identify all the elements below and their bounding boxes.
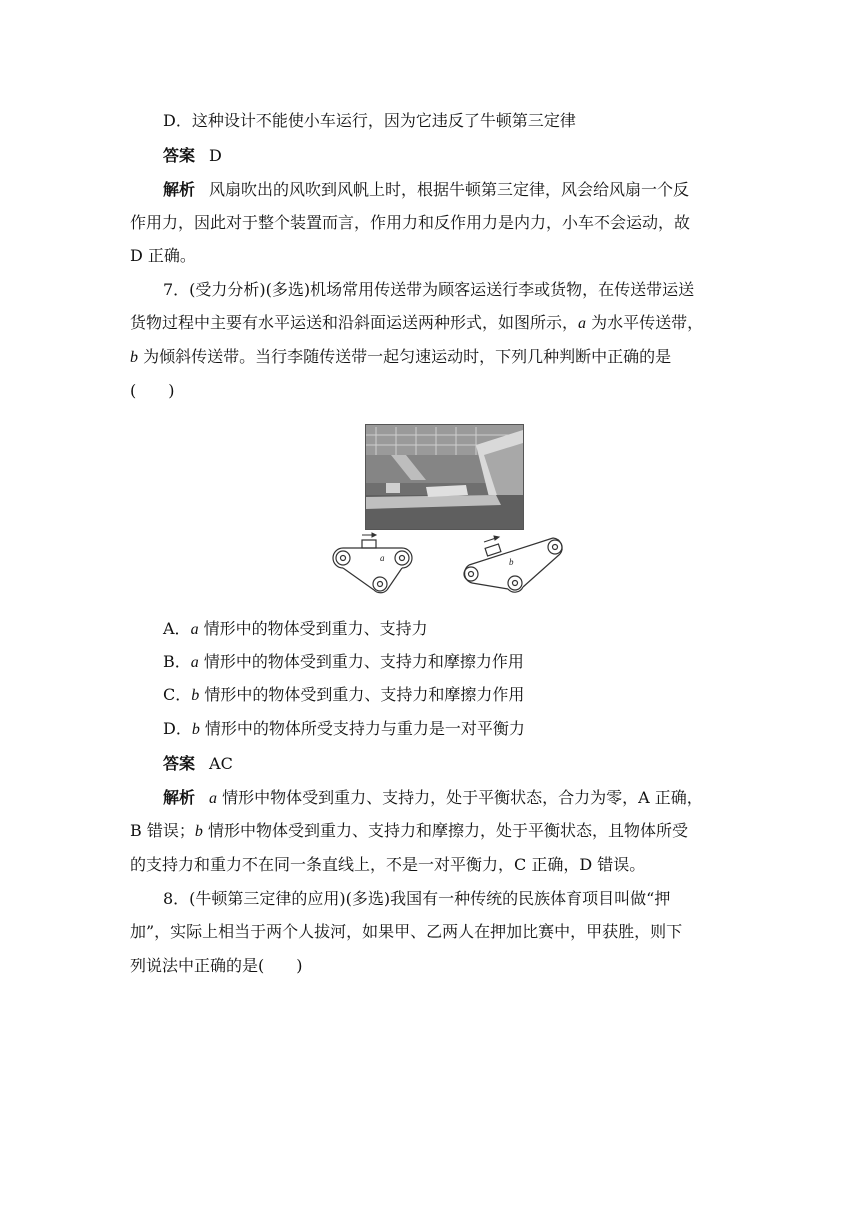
q7-answer-bracket: ( ) bbox=[130, 381, 175, 400]
q7-stem-line-2: 货物过程中主要有水平运送和沿斜面运送两种形式，如图所示，a 为水平传送带， bbox=[130, 313, 704, 332]
q6-answer bbox=[163, 146, 763, 166]
q7-stem-line-3: b 为倾斜传送带。当行李随传送带一起匀速运动时，下列几种判断中正确的是 bbox=[130, 347, 672, 366]
velocity-arrow-a bbox=[362, 533, 376, 537]
q7-option-c: C．b 情形中的物体受到重力、支持力和摩擦力作用 bbox=[163, 685, 525, 704]
answer-value: AC bbox=[209, 754, 233, 773]
velocity-arrow-b bbox=[484, 536, 499, 542]
q6-analysis-line-1: 解析 风扇吹出的风吹到风帆上时，根据牛顿第三定律，风会给风扇一个反 bbox=[163, 180, 690, 199]
horizontal-belt-a bbox=[333, 540, 412, 593]
conveyor-photo bbox=[365, 424, 524, 530]
label-b: b bbox=[509, 557, 514, 567]
q7-stem-line-1: 7．(受力分析)(多选)机场常用传送带为顾客运送行李或货物，在传送带运送 bbox=[163, 280, 695, 299]
analysis-label: 解析 bbox=[163, 788, 196, 807]
q7-analysis-line-2: B 错误；b 情形中物体受到重力、支持力和摩擦力，处于平衡状态，且物体所受 bbox=[130, 821, 688, 840]
q6-analysis-line-3: D 正确。 bbox=[130, 246, 196, 265]
q7-analysis-line-1: 解析 a 情形中物体受到重力、支持力，处于平衡状态，合力为零，A 正确， bbox=[163, 788, 703, 807]
conveyor-diagram bbox=[328, 532, 568, 598]
q6-option-d: D．这种设计不能使小车运行，因为它违反了牛顿第三定律 bbox=[163, 111, 576, 130]
answer-value: D bbox=[209, 146, 222, 165]
answer-label: 答案 bbox=[163, 754, 196, 773]
q8-stem-line-3: 列说法中正确的是( ) bbox=[130, 956, 303, 975]
q7-option-a: A．a 情形中的物体受到重力、支持力 bbox=[163, 619, 428, 638]
answer-label: 答案 bbox=[163, 146, 196, 165]
q7-option-d: D．b 情形中的物体所受支持力与重力是一对平衡力 bbox=[163, 719, 525, 738]
analysis-label: 解析 bbox=[163, 180, 196, 199]
q8-stem-line-1: 8．(牛顿第三定律的应用)(多选)我国有一种传统的民族体育项目叫做“押 bbox=[163, 889, 671, 908]
q7-option-b: B．a 情形中的物体受到重力、支持力和摩擦力作用 bbox=[163, 652, 524, 671]
q7-answer bbox=[163, 754, 763, 774]
label-a: a bbox=[380, 553, 385, 563]
q7-analysis-line-3: 的支持力和重力不在同一条直线上，不是一对平衡力，C 正确，D 错误。 bbox=[130, 855, 646, 874]
q6-analysis-line-2: 作用力，因此对于整个装置而言，作用力和反作用力是内力，小车不会运动，故 bbox=[130, 213, 691, 232]
q8-stem-line-2: 加”，实际上相当于两个人拔河，如果甲、乙两人在押加比赛中，甲获胜，则下 bbox=[130, 922, 683, 941]
conveyor-photo-illustration bbox=[366, 425, 523, 529]
